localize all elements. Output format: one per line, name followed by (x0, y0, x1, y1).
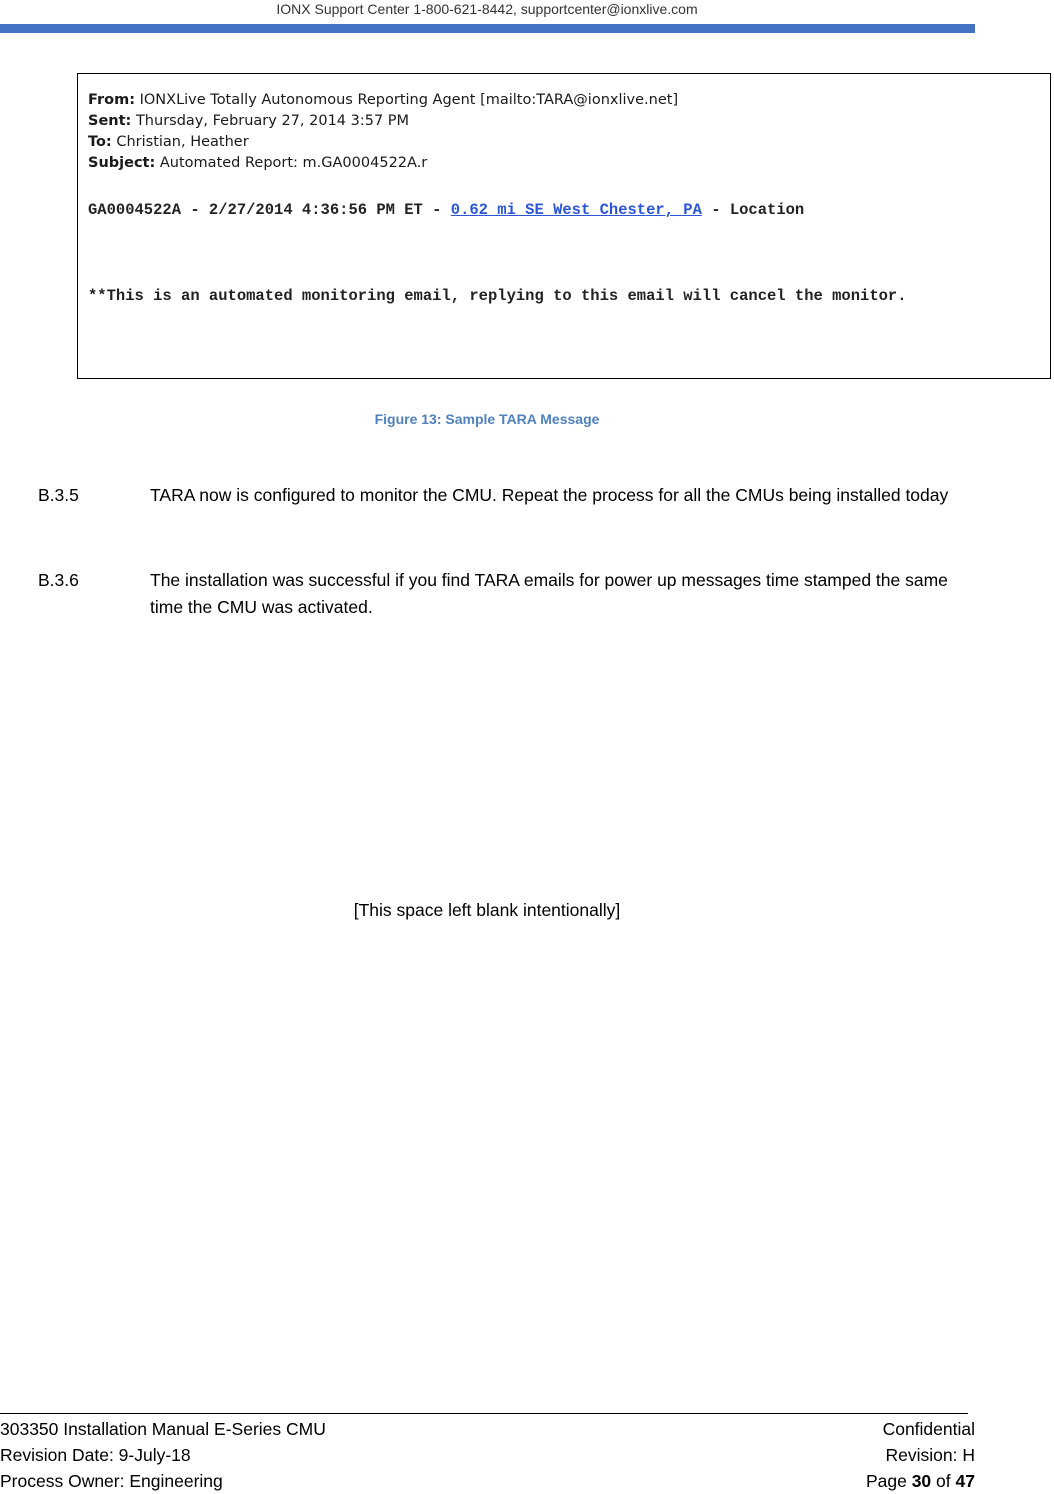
page-footer (0, 1416, 975, 1494)
email-report-line (88, 201, 804, 219)
footer-divider (0, 1413, 968, 1414)
footer-classification: Confidential (882, 1419, 975, 1439)
email-from-label: From: (88, 92, 135, 108)
sample-email-figure (77, 73, 1051, 379)
page-total: 47 (955, 1471, 975, 1491)
email-to-value: Christian, Heather (116, 134, 249, 150)
email-from-row (88, 90, 678, 111)
email-report-prefix: GA0004522A - 2/27/2014 4:36:56 PM ET - (88, 201, 451, 219)
step-number: B.3.5 (38, 485, 79, 505)
page-current: 30 (911, 1471, 932, 1491)
email-subject-value: Automated Report: m.GA0004522A.r (159, 155, 428, 171)
email-header-block (88, 90, 678, 174)
footer-row-1 (0, 1416, 975, 1442)
page-of: of (936, 1471, 951, 1491)
email-notice-line: **This is an automated monitoring email, replying to this email will cancel the monitor. (88, 287, 907, 305)
footer-doc-title: 303350 Installation Manual E-Series CMU (0, 1419, 326, 1439)
email-location-link[interactable]: 0.62 mi SE West Chester, PA (450, 201, 702, 219)
email-to-row (88, 132, 678, 153)
header-accent-bar (0, 24, 975, 33)
email-to-label: To: (88, 134, 112, 150)
footer-revision-date: Revision Date: 9-July-18 (0, 1445, 191, 1465)
step-b-3-5 (38, 482, 978, 509)
blank-space-note: [This space left blank intentionally] (353, 900, 621, 920)
page-label: Page (865, 1471, 907, 1491)
footer-process-owner: Process Owner: Engineering (0, 1471, 223, 1491)
email-subject-row (88, 153, 678, 174)
footer-page-number (866, 1468, 975, 1494)
footer-row-2 (0, 1442, 975, 1468)
step-text: The installation was successful if you find TARA emails for power up messages time stamped the same time the CMU was activated. (150, 570, 948, 617)
email-sent-value: Thursday, February 27, 2014 3:57 PM (135, 113, 410, 129)
step-b-3-6 (38, 567, 978, 621)
email-report-suffix: - Location (701, 201, 805, 219)
footer-revision: Revision: H (885, 1445, 975, 1465)
figure-caption: Figure 13: Sample TARA Message (374, 411, 600, 427)
email-sent-row (88, 111, 678, 132)
step-text: TARA now is configured to monitor the CMU. Repeat the process for all the CMUs being installed today (150, 485, 949, 505)
footer-row-3 (0, 1468, 975, 1494)
email-sent-label: Sent: (88, 113, 132, 129)
email-from-value: IONXLive Totally Autonomous Reporting Agent [mailto:TARA@ionxlive.net] (139, 92, 679, 108)
email-subject-label: Subject: (88, 155, 156, 171)
support-center-header: IONX Support Center 1-800-621-8442, supportcenter@ionxlive.com (276, 1, 698, 17)
step-number: B.3.6 (38, 570, 79, 590)
